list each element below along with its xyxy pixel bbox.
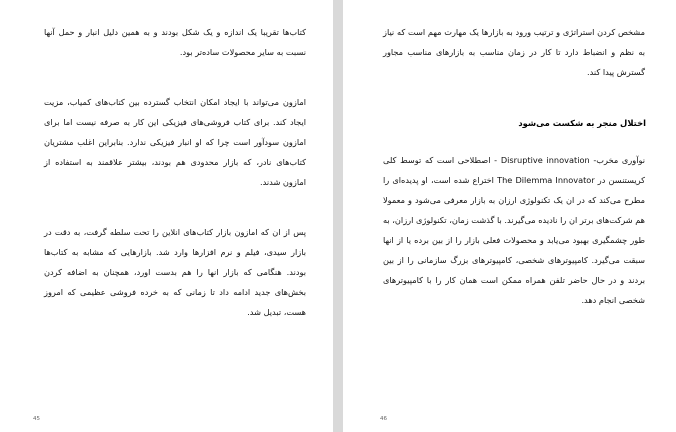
right-page-number: 46 <box>380 416 387 422</box>
left-page <box>0 0 333 432</box>
left-page-number: 45 <box>33 416 40 422</box>
right-intro-paragraph: مشخص کردن استراتژی و ترتیب ورود به بازارها یک مهارت مهم است که نیاز به نظم و انضباط دارد تا کار در زمان مناسب به بازارهای مناسب مجاور گسترش پیدا کند. <box>383 27 645 77</box>
left-paragraph-3: پس از ان که امازون بازار کتاب‌های انلاین را تحت سلطه گرفت، به دقت در بازار سیدی، فیلم و نرم افزارها وارد شد. بازارهایی که مشابه به کتاب‌ها بودند. هنگامی که بازار انها را هم بدست اورد، همچنان به اضافه کردن بخش‌های جدید ادامه داد تا زمانی که به خرده فروشی عظیمی که امروز هست، تبدیل شد. <box>44 227 306 317</box>
left-paragraph-2: امازون می‌تواند با ایجاد امکان انتخاب گسترده بین کتاب‌های کمیاب، مزیت ایجاد کند. برای کتاب فروشی‌های فیزیکی این کار به صرفه نیست اما برای امازون سودآور است چرا که او انبار فیزیکی ندارد. بنابراین اغلب مشتریان کتاب‌های نادر، که بازار محدودی هم بودند، بیشتر علاقمند به استفاده از امازون شدند. <box>44 97 306 187</box>
right-body-paragraph: نوآوری مخرب- Disruptive innovation - اصطلاحی است که توسط کلی کریستنسن در The Dilemma Innovator اختراع شده است، او پدیده‌ای را مطرح می‌کند که در ان یک تکنولوژی ارزان به بازار معرفی می‌شود و معمولا هم شرکت‌های برتر ان را نادیده می‌گیرند. با گذشت زمان، تکنولوژی ارزان، به طور چشمگیری بهبود می‌یابد و محصولات فعلی بازار را از بین برده یا از انها سبقت می‌گیرد. کامپیوترهای شخصی، کامپیوترهای بزرگ سازمانی را از بین بردند و در حال حاضر تلفن همراه ممکن است همان کار را با کامپیوترهای شخصی انجام دهد. <box>383 155 646 305</box>
section-heading: اختلال منجر به شکست می‌شود <box>518 118 646 128</box>
left-paragraph-1: کتاب‌ها تقریبا یک اندازه و یک شکل بودند و به همین دلیل انبار و حمل آنها نسبت به سایر محصولات سادەتر بود. <box>44 27 306 57</box>
right-page <box>343 0 676 432</box>
